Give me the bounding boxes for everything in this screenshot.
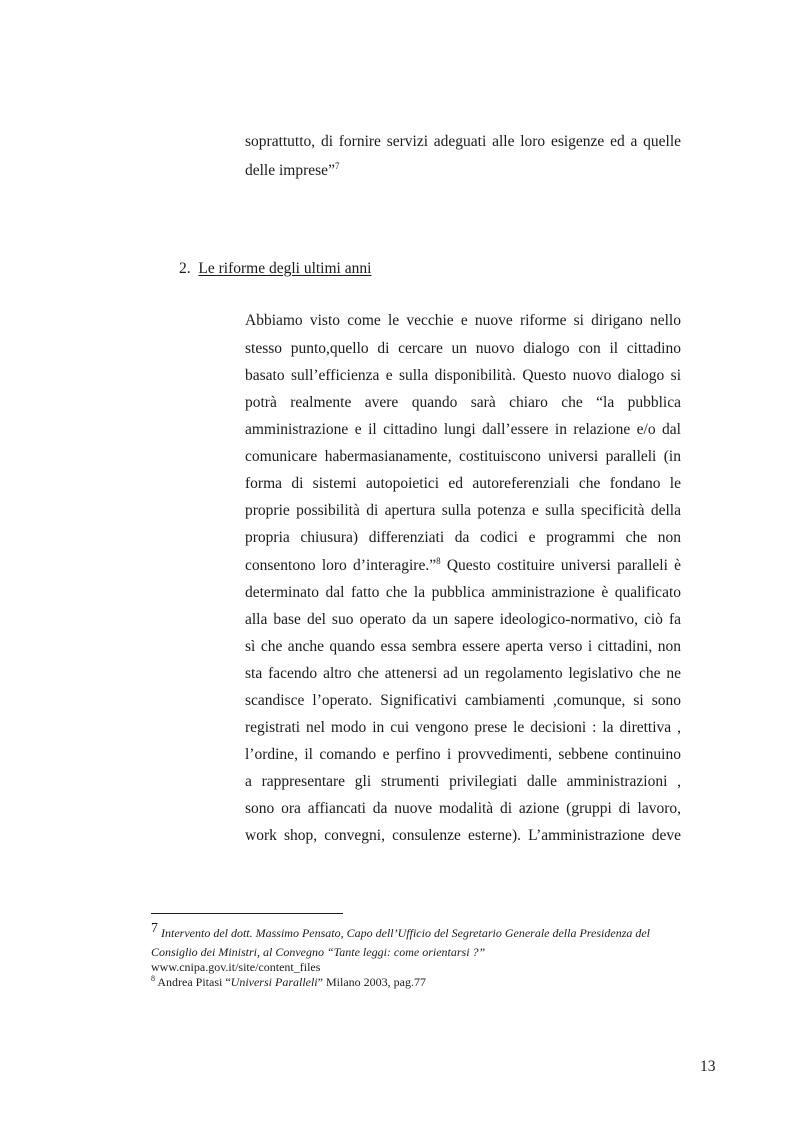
paragraph-line	[245, 556, 681, 576]
footnote-ref[interactable]: 7	[334, 161, 340, 171]
paragraph-line: comunicare habermasianamente, costituiscono universi paralleli (in	[245, 448, 681, 465]
section-number: 2.	[179, 260, 191, 277]
page-number: 13	[700, 1058, 716, 1075]
paragraph-line: Abbiamo visto come le vecchie e nuove riforme si dirigano nello	[245, 312, 681, 329]
paragraph-line: stesso punto,quello di cercare un nuovo dialogo con il cittadino	[245, 340, 681, 357]
paragraph-line: soprattutto, di fornire servizi adeguati alle loro esigenze ed a quelle	[245, 133, 681, 150]
paragraph-line: alla base del suo operato da un sapere ideologico-normativo, ciò fa	[245, 611, 681, 628]
paragraph-line: a rappresentare gli strumenti privilegiati dalle amministrazioni ,	[245, 773, 681, 790]
paragraph-line: sono ora affiancati da nuove modalità di azione (gruppi di lavoro,	[245, 800, 681, 817]
footnote-text: Consiglio dei Ministri, al Convegno “Tante leggi: come orientarsi ?”	[151, 945, 486, 959]
footnote-number: 8	[151, 974, 155, 983]
paragraph-line: sì che anche quando essa sembra essere aperta verso i cittadini, non	[245, 638, 681, 655]
paragraph-line: forma di sistemi autopoietici ed autoreferenziali che fondano le	[245, 475, 681, 492]
paragraph-line: work shop, convegni, consulenze esterne). L’amministrazione deve	[245, 827, 681, 844]
section-heading	[179, 259, 371, 279]
footnote-text: Intervento del dott. Massimo Pensato, Capo dell’Ufficio del Segretario Generale della Presidenza del	[161, 926, 651, 940]
footnote-separator	[151, 913, 343, 914]
footnote-text: ” Milano 2003, pag.77	[317, 975, 426, 989]
footnote-ref[interactable]: 8	[436, 556, 441, 566]
paragraph-text: Questo costituire universi paralleli è	[440, 557, 681, 574]
footnote-7	[151, 921, 651, 941]
paragraph-line: registrati nel modo in cui vengono prese le decisioni : la direttiva ,	[245, 719, 681, 736]
footnote-url: www.cnipa.gov.it/site/content_files	[151, 960, 321, 974]
footnote-number: 7	[151, 921, 158, 936]
footnote-8	[151, 975, 426, 990]
paragraph-line: propria chiusura) differenziati da codici e programmi che non	[245, 529, 681, 546]
paragraph-line: proprie possibilità di apertura sulla potenza e sulla specificità della	[245, 502, 681, 519]
paragraph-line: potrà realmente avere quando sarà chiaro che “la pubblica	[245, 394, 681, 411]
footnote-work-title: Universi Paralleli	[230, 975, 318, 989]
footnote-text: Andrea Pitasi “	[157, 975, 231, 989]
paragraph-line: basato sull’efficienza e sulla disponibilità. Questo nuovo dialogo si	[245, 367, 681, 384]
paragraph-line	[245, 161, 681, 181]
paragraph-line: l’ordine, il comando e perfino i provvedimenti, sebbene continuino	[245, 746, 681, 763]
paragraph-text: consentono loro d’interagire.”	[245, 557, 437, 574]
paragraph-line: sta facendo altro che attenersi ad un regolamento legislativo che ne	[245, 665, 681, 682]
paragraph-line: determinato dal fatto che la pubblica amministrazione è qualificato	[245, 584, 681, 601]
section-title: Le riforme degli ultimi anni	[198, 260, 372, 277]
paragraph-line: amministrazione e il cittadino lungi dall’essere in relazione e/o dal	[245, 421, 681, 438]
paragraph-text: delle imprese”	[245, 162, 335, 179]
paragraph-line: scandisce l’operato. Significativi cambiamenti ,comunque, si sono	[245, 692, 681, 709]
